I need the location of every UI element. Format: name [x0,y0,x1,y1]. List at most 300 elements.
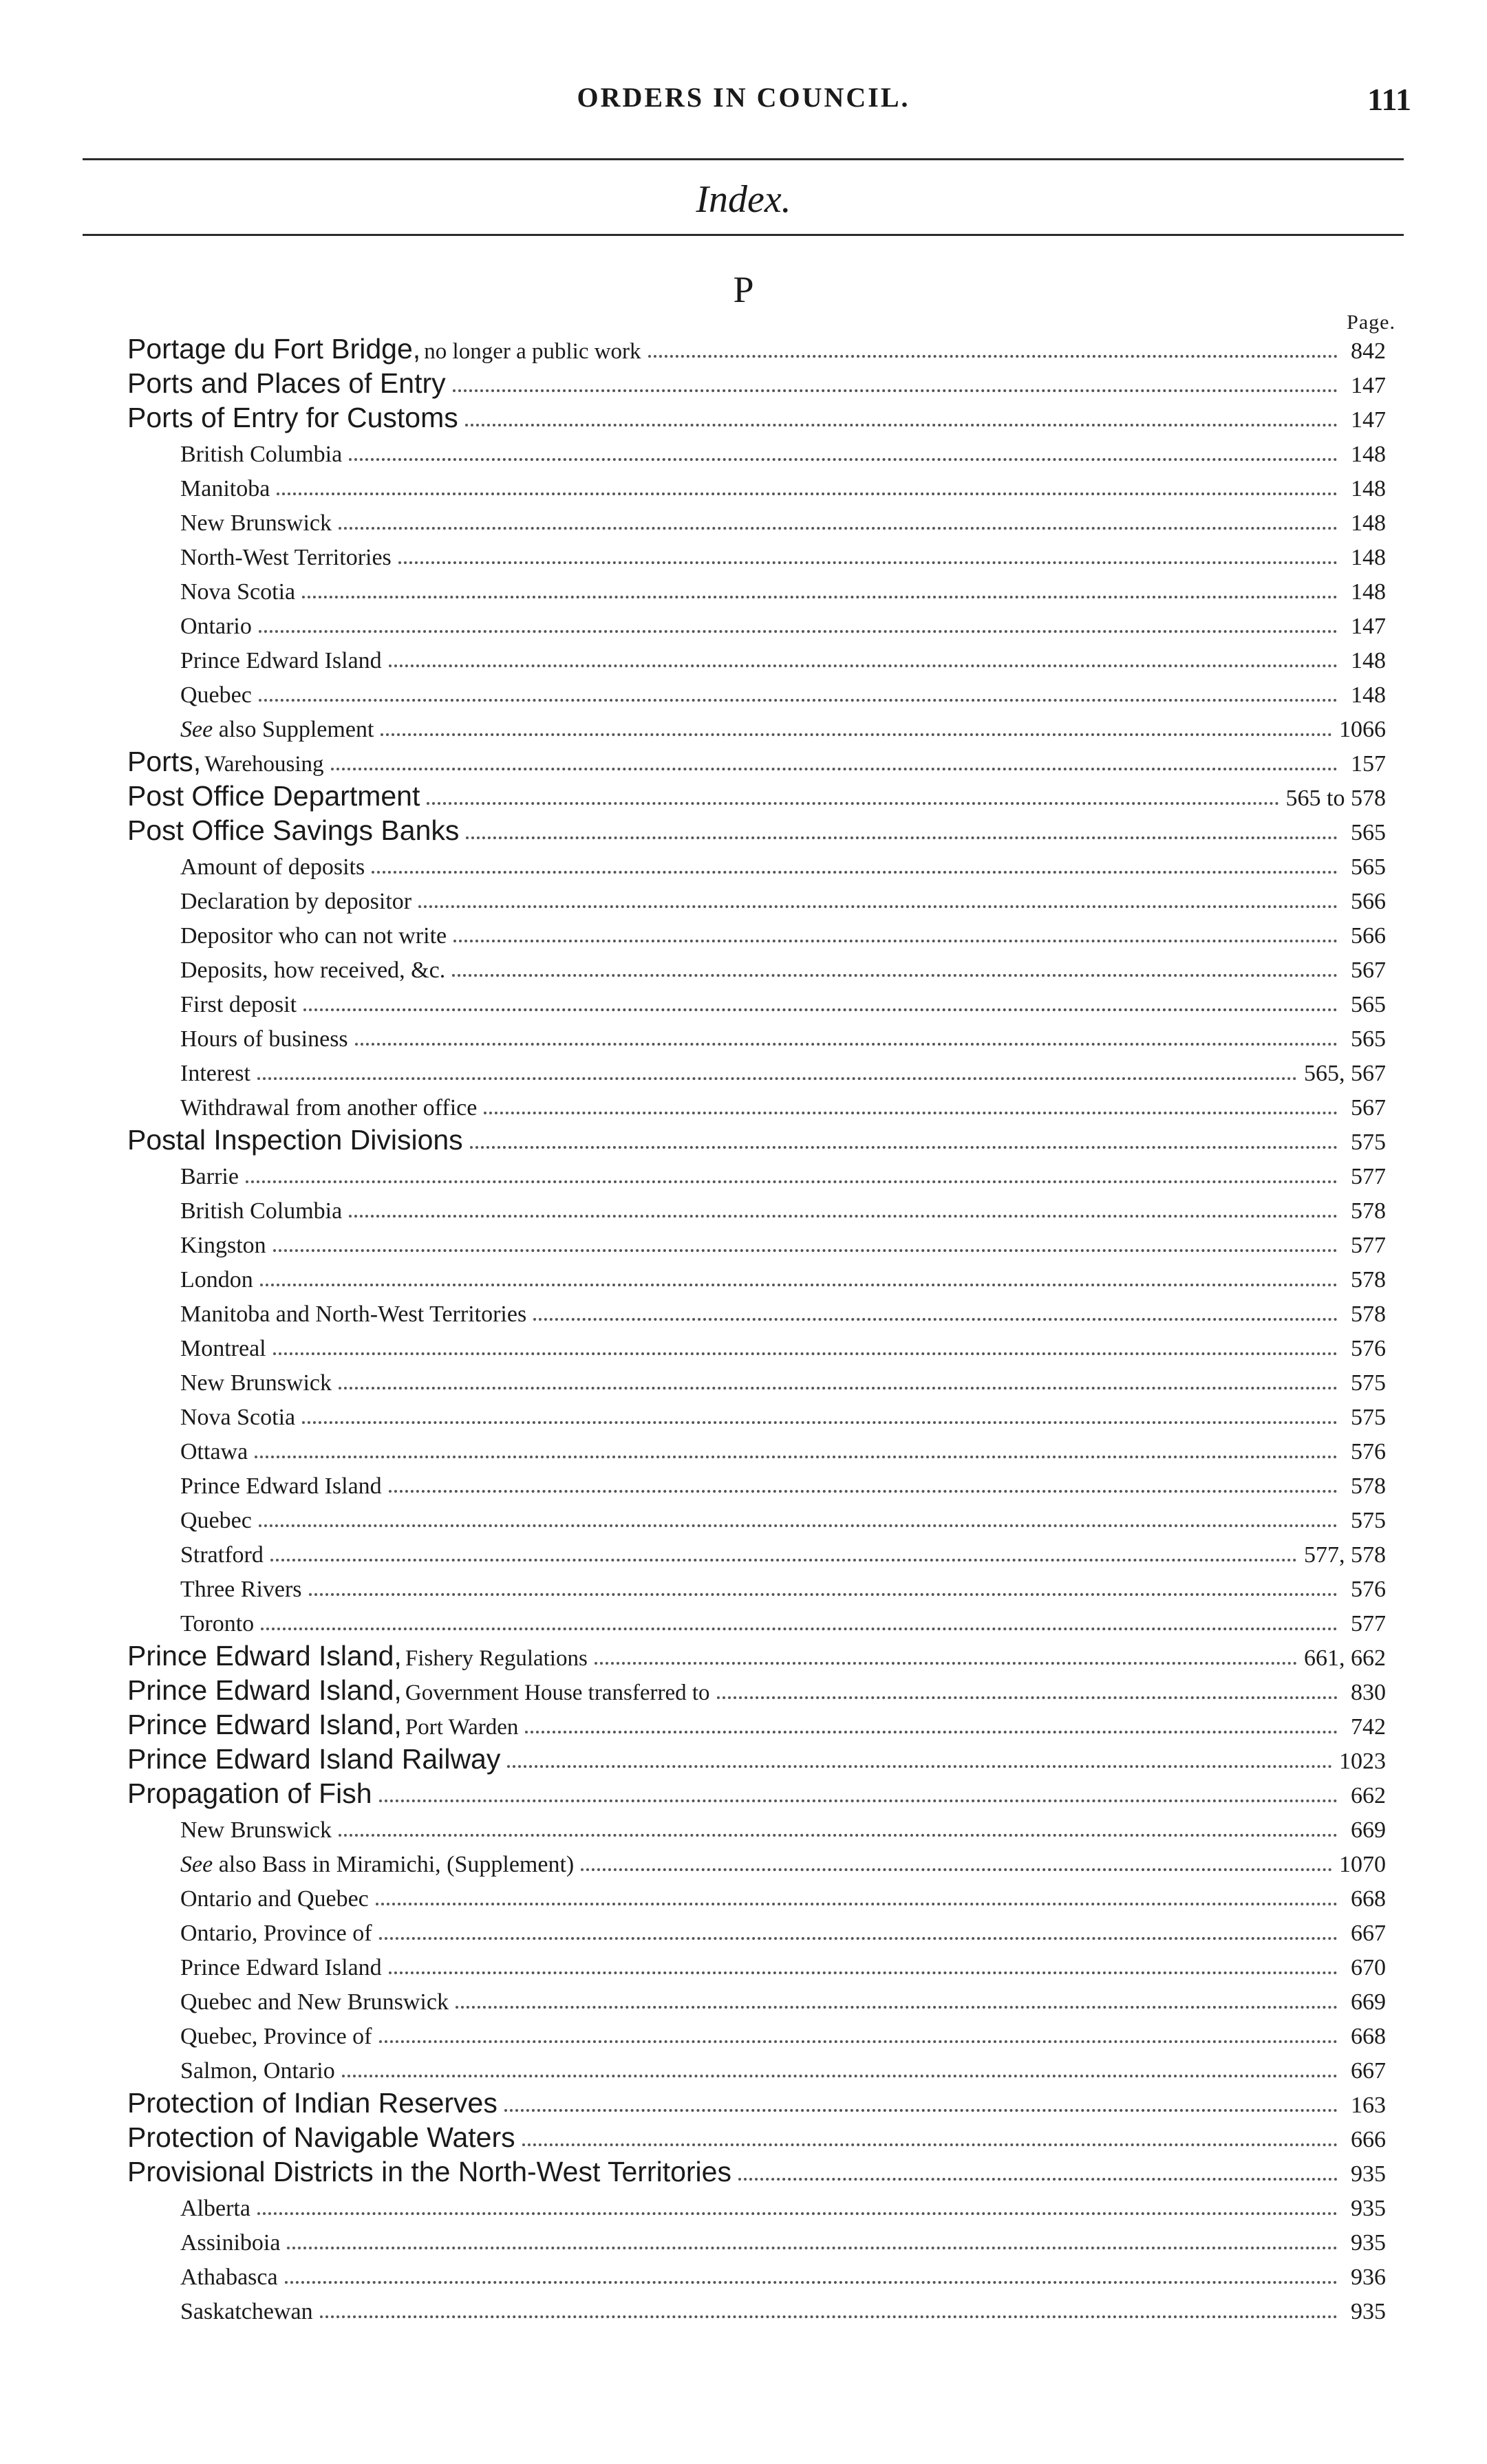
index-subentry [0,1226,1487,1260]
index-subentry [0,1811,1487,1845]
subentry-text: Depositor who can not write [180,923,447,949]
dot-leader [355,1043,1338,1046]
dot-leader [302,596,1338,598]
index-subentry [0,1329,1487,1363]
index-entry [0,1776,1487,1811]
dot-leader [320,2315,1338,2318]
subentry-text: New Brunswick [180,1817,332,1843]
entry-label [127,2158,731,2189]
index-subentry [0,641,1487,676]
index-entry [0,813,1487,847]
dot-leader [261,1628,1338,1630]
entry-page-ref: 669 [1351,1817,1386,1843]
index-entry [0,332,1487,366]
entry-page-ref: 667 [1351,2058,1386,2084]
entry-label [127,2089,498,2120]
dot-leader [379,1937,1338,1940]
index-subentry [0,1879,1487,1914]
entry-page-ref: 148 [1351,648,1386,673]
index-subentry [0,676,1487,710]
index-subentry [0,572,1487,607]
dot-leader [470,1146,1338,1149]
index-subentry [0,435,1487,469]
entry-page-ref: 566 [1351,889,1386,914]
dot-leader [456,2006,1338,2009]
entry-page-ref: 577 [1351,1233,1386,1258]
entry-label [180,1303,526,1329]
index-subentry [0,1845,1487,1879]
index-subentry [0,951,1487,985]
entry-page-ref: 575 [1351,1130,1386,1155]
subentry-text: Three Rivers [180,1577,302,1602]
entry-page-ref: 148 [1351,579,1386,605]
dot-leader [287,2247,1338,2249]
index-entry [0,744,1487,779]
dot-leader [303,1008,1338,1011]
entry-label [127,814,460,847]
entry-page-ref: 661, 662 [1304,1645,1386,1671]
index-subentry [0,1019,1487,1054]
entry-label [180,512,332,538]
entry-heading: Provisional Districts in the North-West Territories [127,2156,731,2187]
entry-page-ref: 578 [1351,1473,1386,1499]
subentry-text: also Supplement [213,717,374,742]
dot-leader [522,2143,1338,2146]
entry-label [180,684,252,710]
entry-detail: no longer a public work [424,339,641,364]
entry-page-ref: 565 to 578 [1285,786,1386,811]
entry-page-ref: 576 [1351,1336,1386,1361]
index-subentry [0,1295,1487,1329]
dot-leader [309,1593,1338,1596]
dot-leader [379,2040,1338,2043]
dot-leader [389,664,1338,667]
entry-label [180,1062,250,1088]
dot-leader [504,2109,1338,2112]
entry-page-ref: 565 [1351,854,1386,880]
entry-label [180,1406,295,1432]
subentry-text: Quebec [180,1508,252,1533]
index-entry [0,2154,1487,2189]
page-column-label: Page. [1347,311,1395,334]
entry-detail: Port Warden [405,1715,519,1740]
index-subentry [0,1054,1487,1088]
entry-page-ref: 576 [1351,1439,1386,1465]
index-subentry [0,1535,1487,1570]
dot-leader [525,1731,1338,1733]
subentry-text: New Brunswick [180,1370,332,1396]
entry-label [180,1956,382,1982]
dot-leader [717,1696,1338,1699]
dot-leader [595,1662,1297,1665]
entry-label [180,856,365,882]
entry-label [180,2300,313,2326]
entry-page-ref: 742 [1351,1714,1386,1740]
index-subentry [0,2189,1487,2223]
dot-leader [389,1971,1338,1974]
dot-leader [381,733,1332,736]
bottom-rule [83,234,1404,236]
index-subentry [0,2258,1487,2292]
index-subentry [0,2051,1487,2086]
subentry-text: Quebec [180,682,252,708]
entry-page-ref: 668 [1351,1886,1386,1912]
subentry-text: British Columbia [180,442,343,467]
index-subentry [0,2017,1487,2051]
dot-leader [465,424,1338,426]
entry-page-ref: 936 [1351,2265,1386,2290]
dot-leader [302,1421,1338,1424]
dot-leader [533,1318,1338,1321]
dot-leader [246,1180,1338,1183]
subentry-text: Stratford [180,1542,264,1568]
entry-page-ref: 935 [1351,2299,1386,2324]
index-subentry [0,985,1487,1019]
entry-label [180,1165,239,1191]
dot-leader [331,768,1338,770]
index-title: Index. [696,178,791,221]
see-also-marker: See [180,717,213,742]
entry-page-ref: 578 [1351,1301,1386,1327]
dot-leader [372,871,1338,874]
entry-page-ref: 147 [1351,614,1386,639]
subentry-text: Barrie [180,1164,239,1189]
entry-page-ref: 669 [1351,1989,1386,2015]
entry-label [180,1337,266,1363]
entry-heading: Prince Edward Island, [127,1640,402,1672]
subentry-text: Kingston [180,1233,266,1258]
dot-leader [418,905,1338,908]
entry-label [180,546,392,572]
page-number: 111 [1367,82,1411,117]
entry-label [180,718,374,744]
index-subentry [0,1570,1487,1604]
entry-page-ref: 148 [1351,682,1386,708]
entry-label [180,443,342,469]
entry-page-ref: 157 [1351,751,1386,777]
entry-label [180,993,297,1019]
see-also-marker: See [180,1852,213,1877]
subentry-text: Deposits, how received, &c. [180,958,446,983]
index-subentry [0,2223,1487,2258]
index-entry [0,779,1487,813]
dot-leader [349,458,1338,461]
entry-heading: Protection of Indian Reserves [127,2087,498,2119]
index-entry [0,1123,1487,1157]
entry-heading: Propagation of Fish [127,1777,372,1809]
entry-label [127,782,420,813]
entry-page-ref: 163 [1351,2093,1386,2118]
dot-leader [484,1112,1338,1114]
entry-page-ref: 575 [1351,1508,1386,1533]
entry-page-ref: 577, 578 [1304,1542,1386,1568]
entry-heading: Prince Edward Island, [127,1709,402,1740]
dot-leader [466,836,1338,839]
entry-page-ref: 566 [1351,923,1386,949]
entry-label [180,1509,252,1535]
dot-leader [349,1215,1338,1218]
entry-page-ref: 830 [1351,1680,1386,1705]
entry-page-ref: 670 [1351,1955,1386,1980]
dot-leader [273,1249,1338,1252]
subentry-text: Athabasca [180,2265,278,2290]
entry-page-ref: 1023 [1339,1749,1386,1774]
dot-leader [260,1284,1338,1286]
subentry-text: Ontario, Province of [180,1921,372,1946]
index-subentry [0,1501,1487,1535]
entry-detail: Government House transferred to [405,1681,710,1705]
entry-label [127,1126,463,1157]
dot-leader [427,802,1279,805]
subentry-text: Manitoba [180,476,270,501]
entry-label [180,890,411,916]
entry-label [180,1234,266,1260]
subentry-text: Salmon, Ontario [180,2058,335,2084]
entry-page-ref: 935 [1351,2196,1386,2221]
index-subentry [0,882,1487,916]
subentry-text: New Brunswick [180,510,332,536]
entry-label [180,1440,248,1467]
index-subentry [0,847,1487,882]
entry-label [180,1578,302,1604]
entry-label [180,1612,254,1639]
index-subentry [0,469,1487,504]
entry-page-ref: 575 [1351,1370,1386,1396]
running-head: ORDERS IN COUNCIL. [577,82,910,113]
entry-page-ref: 842 [1351,338,1386,364]
entry-label [180,477,270,504]
subentry-text: Prince Edward Island [180,1955,382,1980]
entry-page-ref: 578 [1351,1198,1386,1224]
entry-page-ref: 148 [1351,545,1386,570]
entry-label [180,2266,278,2292]
index-subentry [0,1191,1487,1226]
subentry-text: also Bass in Miramichi, (Supplement) [213,1852,575,1877]
index-subentry [0,916,1487,951]
subentry-text: Hours of business [180,1026,348,1052]
entry-page-ref: 935 [1351,2161,1386,2187]
index-subentry [0,1948,1487,1982]
index-entry [0,2120,1487,2154]
dot-leader [453,940,1338,942]
subentry-text: Declaration by depositor [180,889,412,914]
entry-page-ref: 668 [1351,2024,1386,2049]
subentry-text: Nova Scotia [180,579,296,605]
dot-leader [507,1765,1332,1768]
subentry-text: London [180,1267,253,1293]
index-entry [0,366,1487,400]
entry-label [127,748,324,779]
subentry-text: Ontario [180,614,252,639]
entry-label [180,2025,372,2051]
index-subentry [0,607,1487,641]
dot-leader [398,561,1338,564]
entry-page-ref: 1066 [1339,717,1386,742]
dot-leader [259,699,1338,702]
dot-leader [342,2075,1338,2077]
entry-label [127,1777,372,1811]
entry-page-ref: 667 [1351,1921,1386,1946]
entry-label [180,1028,348,1054]
index-subentry [0,710,1487,744]
entry-label [180,649,382,676]
subentry-text: Alberta [180,2196,250,2221]
dot-leader [339,527,1338,530]
dot-leader [285,2281,1338,2284]
entry-label [180,1096,477,1123]
entry-heading: Prince Edward Island Railway [127,1743,501,1775]
entry-label [180,1922,372,1948]
entry-page-ref: 666 [1351,2127,1386,2152]
index-subentry [0,1157,1487,1191]
subentry-text: Nova Scotia [180,1405,296,1430]
entry-label [180,2231,280,2258]
entry-page-ref: 147 [1351,373,1386,398]
dot-leader [257,2212,1338,2215]
entry-page-ref: 577 [1351,1164,1386,1189]
dot-leader [648,355,1338,358]
entry-page-ref: 935 [1351,2230,1386,2256]
entry-label [180,615,252,641]
index-entry [0,2086,1487,2120]
entry-label [180,959,445,985]
index-subentry [0,1914,1487,1948]
entry-heading: Postal Inspection Divisions [127,1124,463,1156]
top-rule [83,158,1404,160]
subentry-text: Prince Edward Island [180,648,382,673]
entry-label [180,1819,332,1845]
subentry-text: Manitoba and North-West Territories [180,1301,527,1327]
entry-page-ref: 565, 567 [1304,1061,1386,1086]
entry-page-ref: 148 [1351,442,1386,467]
index-subentry [0,1467,1487,1501]
entry-label [127,1642,588,1673]
subentry-text: Toronto [180,1611,255,1636]
entry-page-ref: 1070 [1339,1852,1386,1877]
entry-page-ref: 565 [1351,992,1386,1017]
dot-leader [339,1834,1338,1837]
entry-page-ref: 565 [1351,820,1386,845]
entry-page-ref: 147 [1351,407,1386,433]
entry-label [127,2123,515,2154]
index-subentry [0,504,1487,538]
subentry-text: Quebec and New Brunswick [180,1989,449,2015]
entry-label [180,1853,574,1879]
entry-label [127,1745,500,1776]
entry-heading: Post Office Savings Banks [127,814,460,846]
subentry-text: Assiniboia [180,2230,281,2256]
index-subentry [0,1982,1487,2017]
dot-leader [453,389,1338,392]
index-subentry [0,1260,1487,1295]
entry-label [180,925,447,951]
subentry-text: Ontario and Quebec [180,1886,369,1912]
entry-heading: Portage du Fort Bridge, [127,333,421,365]
subentry-text: Quebec, Province of [180,2024,372,2049]
index-subentry [0,1432,1487,1467]
entry-heading: Prince Edward Island, [127,1674,402,1706]
entry-heading: Ports, [127,746,202,777]
entry-label [180,1372,332,1398]
entry-page-ref: 148 [1351,510,1386,536]
dot-leader [259,1524,1338,1527]
index-subentry [0,1398,1487,1432]
entry-heading: Post Office Department [127,780,420,812]
index-entry [0,1742,1487,1776]
entry-heading: Ports and Places of Entry [127,367,446,399]
dot-leader [379,1800,1338,1802]
index-entry [0,1707,1487,1742]
entry-heading: Ports of Entry for Customs [127,402,458,433]
index-subentry [0,2292,1487,2326]
entry-label [180,1991,449,2017]
index-subentry [0,1088,1487,1123]
index-subentry [0,1363,1487,1398]
subentry-text: North-West Territories [180,545,392,570]
entry-label [180,1888,369,1914]
dot-leader [277,493,1338,495]
index-subentry [0,538,1487,572]
entry-label [127,1676,710,1707]
dot-leader [389,1490,1338,1493]
entry-page-ref: 567 [1351,958,1386,983]
subentry-text: Saskatchewan [180,2299,313,2324]
subentry-text: Withdrawal from another office [180,1095,478,1121]
subentry-text: Prince Edward Island [180,1473,382,1499]
index-subentry [0,1604,1487,1639]
entry-page-ref: 148 [1351,476,1386,501]
entry-label [127,369,446,400]
entry-label [180,2197,250,2223]
dot-leader [452,974,1338,977]
entry-label [180,581,295,607]
dot-leader [581,1868,1332,1871]
entry-heading: Protection of Navigable Waters [127,2121,515,2153]
entry-label [180,1268,253,1295]
entry-detail: Warehousing [204,752,324,777]
entry-label [180,2060,335,2086]
entry-page-ref: 567 [1351,1095,1386,1121]
entry-page-ref: 578 [1351,1267,1386,1293]
dot-leader [738,2178,1338,2181]
dot-leader [259,630,1338,633]
index-entry [0,1673,1487,1707]
subentry-text: Ottawa [180,1439,248,1465]
dot-leader [255,1456,1338,1458]
entry-label [180,1475,382,1501]
dot-leader [273,1352,1338,1355]
index-entries [0,332,1487,2326]
entry-page-ref: 576 [1351,1577,1386,1602]
entry-detail: Fishery Regulations [405,1646,588,1671]
entry-label [180,1200,342,1226]
subentry-text: First deposit [180,992,297,1017]
entry-label [127,404,458,435]
entry-label [127,1711,518,1742]
entry-page-ref: 575 [1351,1405,1386,1430]
dot-leader [257,1077,1297,1080]
index-entry [0,1639,1487,1673]
entry-page-ref: 565 [1351,1026,1386,1052]
index-entry [0,400,1487,435]
entry-page-ref: 662 [1351,1783,1386,1808]
dot-leader [339,1387,1338,1390]
entry-label [180,1544,264,1570]
subentry-text: Interest [180,1061,250,1086]
subentry-text: British Columbia [180,1198,343,1224]
section-letter: P [733,269,754,310]
subentry-text: Amount of deposits [180,854,365,880]
